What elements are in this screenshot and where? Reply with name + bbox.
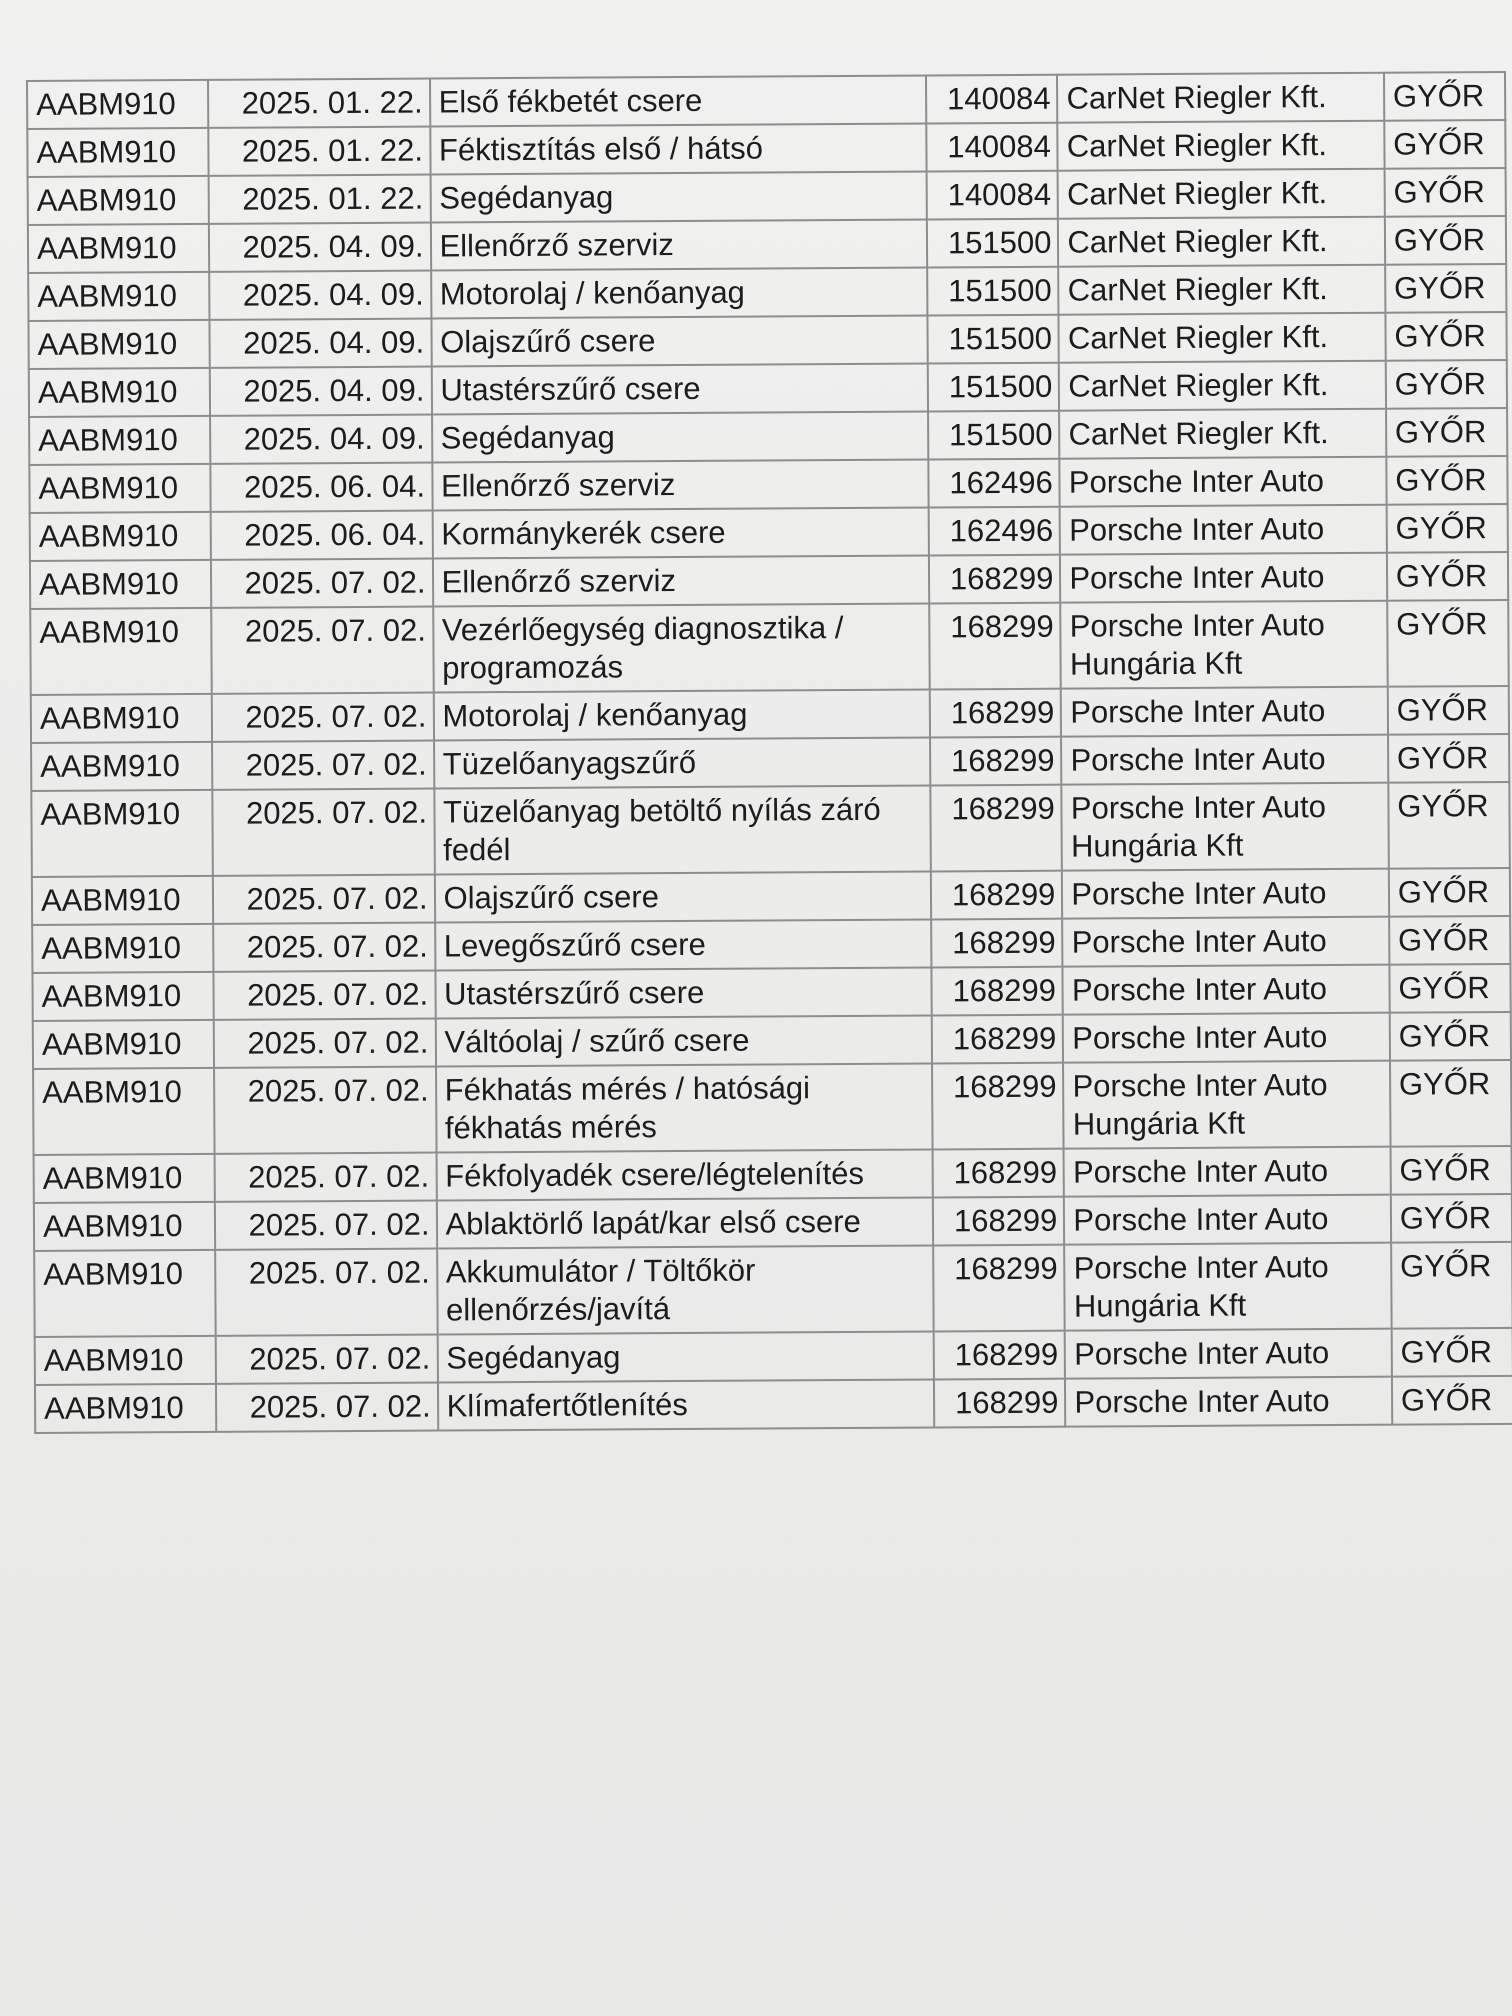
- plate-cell: AABM910: [35, 1336, 217, 1385]
- date-cell: 2025. 04. 09.: [210, 415, 432, 464]
- city-cell: GYŐR: [1389, 916, 1510, 965]
- date-cell: 2025. 04. 09.: [209, 223, 431, 272]
- city-cell: GYŐR: [1387, 600, 1509, 687]
- description-cell: Segédanyag: [432, 411, 929, 462]
- plate-cell: AABM910: [30, 608, 212, 695]
- table-row: [35, 1376, 1512, 1433]
- workshop-name-line: Porsche Inter Auto: [1073, 1201, 1329, 1238]
- workshop-name-line: CarNet Riegler Kft.: [1068, 415, 1329, 452]
- date-cell: 2025. 07. 02.: [213, 875, 435, 924]
- date-cell: 2025. 01. 22.: [209, 127, 431, 176]
- description-cell: Motorolaj / kenőanyag: [431, 267, 928, 318]
- city-cell: GYŐR: [1390, 1146, 1511, 1195]
- workshop-cell: [1061, 687, 1388, 737]
- date-cell: 2025. 07. 02.: [215, 1201, 437, 1250]
- plate-cell: AABM910: [30, 560, 212, 609]
- odometer-cell: 168299: [930, 689, 1061, 738]
- workshop-name-line: CarNet Riegler Kft.: [1067, 319, 1329, 356]
- description-cell: Ellenőrző szerviz: [430, 219, 927, 270]
- workshop-cell: [1059, 313, 1386, 363]
- odometer-cell: 168299: [931, 919, 1062, 968]
- plate-cell: AABM910: [31, 694, 213, 743]
- date-cell: 2025. 07. 02.: [215, 1153, 437, 1202]
- city-cell: GYŐR: [1384, 72, 1505, 121]
- workshop-name-line: Porsche Inter Auto: [1070, 789, 1326, 826]
- workshop-cell: [1059, 409, 1386, 459]
- date-cell: 2025. 07. 02.: [214, 1019, 436, 1068]
- table-row: [31, 782, 1509, 877]
- plate-cell: AABM910: [28, 272, 210, 321]
- city-cell: GYŐR: [1385, 216, 1506, 265]
- workshop-name-line: Porsche Inter Auto: [1069, 607, 1325, 644]
- plate-cell: AABM910: [27, 80, 209, 129]
- workshop-cell: [1060, 457, 1387, 507]
- description-cell: Akkumulátor / Töltőkör ellenőrzés/javítá: [437, 1245, 934, 1334]
- workshop-cell: [1065, 1243, 1392, 1331]
- odometer-cell: 168299: [932, 1063, 1064, 1150]
- city-cell: GYŐR: [1388, 782, 1510, 869]
- date-cell: 2025. 07. 02.: [216, 1335, 438, 1384]
- description-cell: Utastérszűrő csere: [435, 967, 932, 1018]
- workshop-name-line: CarNet Riegler Kft.: [1066, 79, 1327, 116]
- date-cell: 2025. 04. 09.: [210, 367, 432, 416]
- date-cell: 2025. 06. 04.: [211, 463, 433, 512]
- table-row: [30, 600, 1508, 695]
- workshop-cell: [1063, 1013, 1390, 1063]
- description-cell: Váltóolaj / szűrő csere: [435, 1015, 932, 1066]
- odometer-cell: 168299: [931, 785, 1063, 872]
- workshop-name-line: CarNet Riegler Kft.: [1067, 271, 1328, 308]
- city-cell: GYŐR: [1390, 1060, 1512, 1147]
- date-cell: 2025. 07. 02.: [214, 971, 436, 1020]
- workshop-name-line: Porsche Inter Auto: [1071, 923, 1327, 960]
- workshop-cell: [1062, 783, 1389, 871]
- odometer-cell: 168299: [929, 603, 1061, 690]
- description-cell: Segédanyag: [437, 1331, 934, 1382]
- odometer-cell: 151500: [927, 267, 1058, 316]
- odometer-cell: 140084: [927, 171, 1058, 220]
- workshop-name-line: Porsche Inter Auto: [1074, 1335, 1330, 1372]
- plate-cell: AABM910: [31, 742, 213, 791]
- date-cell: 2025. 04. 09.: [209, 271, 431, 320]
- workshop-name-line: Porsche Inter Auto: [1072, 1153, 1329, 1190]
- odometer-cell: 168299: [933, 1149, 1064, 1198]
- table-row: [33, 1060, 1511, 1155]
- workshop-name-line: Porsche Inter Auto: [1069, 511, 1325, 548]
- plate-cell: AABM910: [34, 1154, 216, 1203]
- odometer-cell: 168299: [931, 871, 1062, 920]
- table-row: [34, 1242, 1512, 1337]
- workshop-name-line: Porsche Inter Auto: [1072, 1019, 1328, 1056]
- date-cell: 2025. 01. 22.: [208, 79, 430, 128]
- description-cell: Ablaktörlő lapát/kar első csere: [436, 1197, 933, 1248]
- description-cell: Vezérlőegység diagnosztika / programozás: [433, 603, 930, 692]
- description-cell: Segédanyag: [430, 171, 927, 222]
- plate-cell: AABM910: [31, 790, 213, 877]
- city-cell: GYŐR: [1384, 120, 1505, 169]
- workshop-name-line: Porsche Inter Auto: [1073, 1249, 1329, 1286]
- plate-cell: AABM910: [34, 1250, 216, 1337]
- date-cell: 2025. 07. 02.: [213, 923, 435, 972]
- city-cell: GYŐR: [1386, 408, 1507, 457]
- plate-cell: AABM910: [30, 512, 212, 561]
- odometer-cell: 168299: [934, 1379, 1065, 1428]
- description-cell: Ellenőrző szerviz: [432, 459, 929, 510]
- odometer-cell: 151500: [928, 411, 1059, 460]
- city-cell: GYŐR: [1388, 686, 1509, 735]
- workshop-name-line: CarNet Riegler Kft.: [1066, 127, 1328, 164]
- workshop-name-line: Porsche Inter Auto: [1070, 693, 1326, 730]
- plate-cell: AABM910: [29, 464, 211, 513]
- odometer-cell: 151500: [928, 315, 1059, 364]
- odometer-cell: 168299: [933, 1197, 1064, 1246]
- plate-cell: AABM910: [32, 972, 214, 1021]
- workshop-cell: [1059, 265, 1386, 315]
- odometer-cell: 168299: [929, 555, 1060, 604]
- workshop-name-line: Porsche Inter Auto: [1071, 875, 1327, 912]
- odometer-cell: 168299: [934, 1331, 1065, 1380]
- city-cell: GYŐR: [1386, 504, 1507, 553]
- description-cell: Fékhatás mérés / hatósági fékhatás mérés: [436, 1063, 933, 1152]
- plate-cell: AABM910: [29, 368, 211, 417]
- date-cell: 2025. 07. 02.: [214, 1067, 436, 1154]
- workshop-cell: [1063, 965, 1390, 1015]
- odometer-cell: 168299: [930, 737, 1061, 786]
- city-cell: GYŐR: [1391, 1328, 1512, 1377]
- odometer-cell: 168299: [932, 967, 1063, 1016]
- description-cell: Olajszűrő csere: [434, 871, 931, 922]
- description-cell: Utastérszűrő csere: [431, 363, 928, 414]
- plate-cell: AABM910: [28, 320, 210, 369]
- plate-cell: AABM910: [27, 128, 209, 177]
- city-cell: GYŐR: [1388, 734, 1509, 783]
- workshop-name-line: Porsche Inter Auto: [1069, 559, 1325, 596]
- plate-cell: AABM910: [32, 876, 214, 925]
- description-cell: Levegőszűrő csere: [435, 919, 932, 970]
- workshop-cell: [1065, 1377, 1392, 1427]
- date-cell: 2025. 04. 09.: [210, 319, 432, 368]
- description-cell: Első fékbetét csere: [430, 76, 927, 127]
- workshop-cell: [1065, 1329, 1392, 1379]
- date-cell: 2025. 07. 02.: [212, 693, 434, 742]
- workshop-cell: [1061, 735, 1388, 785]
- workshop-name-line: Hungária Kft: [1072, 1105, 1246, 1142]
- description-cell: Klímafertőtlenítés: [437, 1379, 934, 1430]
- workshop-name-line: Porsche Inter Auto: [1071, 971, 1328, 1008]
- workshop-name-line: Porsche Inter Auto: [1070, 741, 1326, 778]
- workshop-name-line: Porsche Inter Auto: [1068, 463, 1324, 500]
- workshop-cell: [1058, 217, 1385, 267]
- city-cell: GYŐR: [1386, 456, 1507, 505]
- workshop-name-line: CarNet Riegler Kft.: [1067, 223, 1328, 260]
- plate-cell: AABM910: [35, 1384, 217, 1433]
- workshop-name-line: Porsche Inter Auto: [1074, 1383, 1330, 1420]
- workshop-cell: [1057, 73, 1384, 123]
- odometer-cell: 168299: [933, 1245, 1065, 1332]
- description-cell: Motorolaj / kenőanyag: [433, 689, 930, 740]
- date-cell: 2025. 01. 22.: [209, 175, 431, 224]
- date-cell: 2025. 07. 02.: [216, 1383, 438, 1432]
- date-cell: 2025. 07. 02.: [215, 1249, 437, 1336]
- workshop-cell: [1064, 1147, 1391, 1197]
- description-cell: Olajszűrő csere: [431, 315, 928, 366]
- workshop-name-line: CarNet Riegler Kft.: [1066, 175, 1328, 212]
- city-cell: GYŐR: [1389, 964, 1510, 1013]
- workshop-cell: [1060, 553, 1387, 603]
- workshop-cell: [1060, 505, 1387, 555]
- workshop-name-line: Hungária Kft: [1070, 827, 1244, 864]
- city-cell: GYŐR: [1390, 1012, 1511, 1061]
- plate-cell: AABM910: [28, 176, 210, 225]
- description-cell: Tüzelőanyag betöltő nyílás záró fedél: [434, 785, 931, 874]
- city-cell: GYŐR: [1385, 264, 1506, 313]
- city-cell: GYŐR: [1392, 1376, 1512, 1425]
- date-cell: 2025. 07. 02.: [213, 789, 435, 876]
- plate-cell: AABM910: [34, 1202, 216, 1251]
- description-cell: Kormánykerék csere: [432, 507, 929, 558]
- plate-cell: AABM910: [33, 1068, 215, 1155]
- service-history-table: [26, 71, 1512, 1434]
- description-cell: Féktisztítás első / hátsó: [430, 124, 927, 175]
- city-cell: GYŐR: [1385, 312, 1506, 361]
- city-cell: GYŐR: [1387, 552, 1508, 601]
- workshop-name-line: CarNet Riegler Kft.: [1068, 367, 1329, 404]
- workshop-cell: [1058, 169, 1385, 219]
- description-cell: Fékfolyadék csere/légtelenítés: [436, 1149, 933, 1200]
- description-cell: Ellenőrző szerviz: [432, 555, 929, 606]
- workshop-cell: [1063, 1061, 1390, 1149]
- workshop-name-line: Hungária Kft: [1069, 645, 1243, 682]
- plate-cell: AABM910: [33, 1020, 215, 1069]
- workshop-name-line: Hungária Kft: [1073, 1287, 1247, 1324]
- odometer-cell: 162496: [929, 459, 1060, 508]
- workshop-cell: [1061, 601, 1388, 689]
- city-cell: GYŐR: [1384, 168, 1505, 217]
- description-cell: Tüzelőanyagszűrő: [434, 737, 931, 788]
- date-cell: 2025. 07. 02.: [212, 741, 434, 790]
- odometer-cell: 151500: [928, 363, 1059, 412]
- date-cell: 2025. 07. 02.: [211, 607, 433, 694]
- workshop-cell: [1059, 361, 1386, 411]
- odometer-cell: 162496: [929, 507, 1060, 556]
- workshop-cell: [1058, 121, 1385, 171]
- workshop-name-line: Porsche Inter Auto: [1072, 1067, 1328, 1104]
- city-cell: GYŐR: [1389, 868, 1510, 917]
- city-cell: GYŐR: [1391, 1194, 1512, 1243]
- odometer-cell: 140084: [926, 123, 1057, 172]
- date-cell: 2025. 07. 02.: [211, 559, 433, 608]
- odometer-cell: 140084: [926, 75, 1057, 124]
- workshop-cell: [1064, 1195, 1391, 1245]
- service-history-rows: [27, 72, 1512, 1433]
- plate-cell: AABM910: [29, 416, 211, 465]
- city-cell: GYŐR: [1391, 1242, 1512, 1329]
- plate-cell: AABM910: [32, 924, 214, 973]
- date-cell: 2025. 06. 04.: [211, 511, 433, 560]
- odometer-cell: 168299: [932, 1015, 1063, 1064]
- plate-cell: AABM910: [28, 224, 210, 273]
- odometer-cell: 151500: [927, 219, 1058, 268]
- city-cell: GYŐR: [1386, 360, 1507, 409]
- workshop-cell: [1062, 869, 1389, 919]
- workshop-cell: [1063, 917, 1390, 967]
